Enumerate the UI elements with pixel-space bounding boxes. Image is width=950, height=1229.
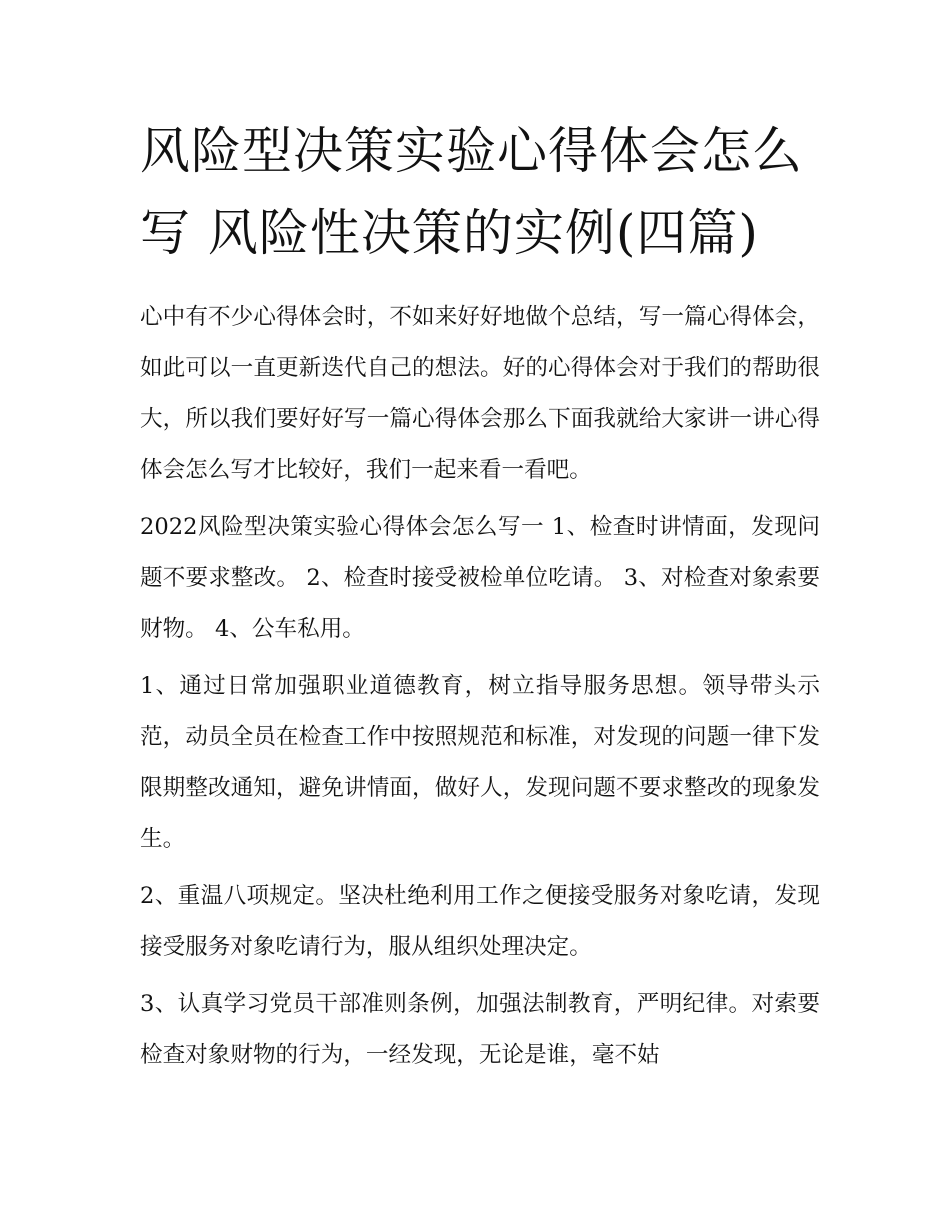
title-line-2: 写 风险性决策的实例(四篇) xyxy=(140,204,759,262)
document-title xyxy=(140,110,820,274)
document-page xyxy=(140,110,820,1087)
paragraph-measure-1: 1、通过日常加强职业道德教育，树立指导服务思想。领导带头示范，动员全员在检查工作中按照规范和标准，对发现的问题一律下发限期整改通知，避免讲情面，做好人，发现问题不要求整改的现象发生。 xyxy=(140,673,820,852)
paragraph-intro: 心中有不少心得体会时，不如来好好地做个总结，写一篇心得体会，如此可以一直更新迭代自己的想法。好的心得体会对于我们的帮助很大，所以我们要好好写一篇心得体会那么下面我就给大家讲一讲心得体会怎么写才比较好，我们一起来看一看吧。 xyxy=(140,304,820,483)
paragraph-measure-3: 3、认真学习党员干部准则条例，加强法制教育，严明纪律。对索要检查对象财物的行为，一经发现，无论是谁，毫不姑 xyxy=(140,991,820,1068)
document-body xyxy=(140,292,820,1081)
title-line-1: 风险型决策实验心得体会怎么 xyxy=(140,122,803,180)
paragraph-measure-2: 2、重温八项规定。坚决杜绝利用工作之便接受服务对象吃请，发现接受服务对象吃请行为，服从组织处理决定。 xyxy=(140,883,820,960)
paragraph-problems: 2022风险型决策实验心得体会怎么写一 1、检查时讲情面，发现问题不要求整改。 2、检查时接受被检单位吃请。 3、对检查对象索要财物。 4、公车私用。 xyxy=(140,514,820,642)
